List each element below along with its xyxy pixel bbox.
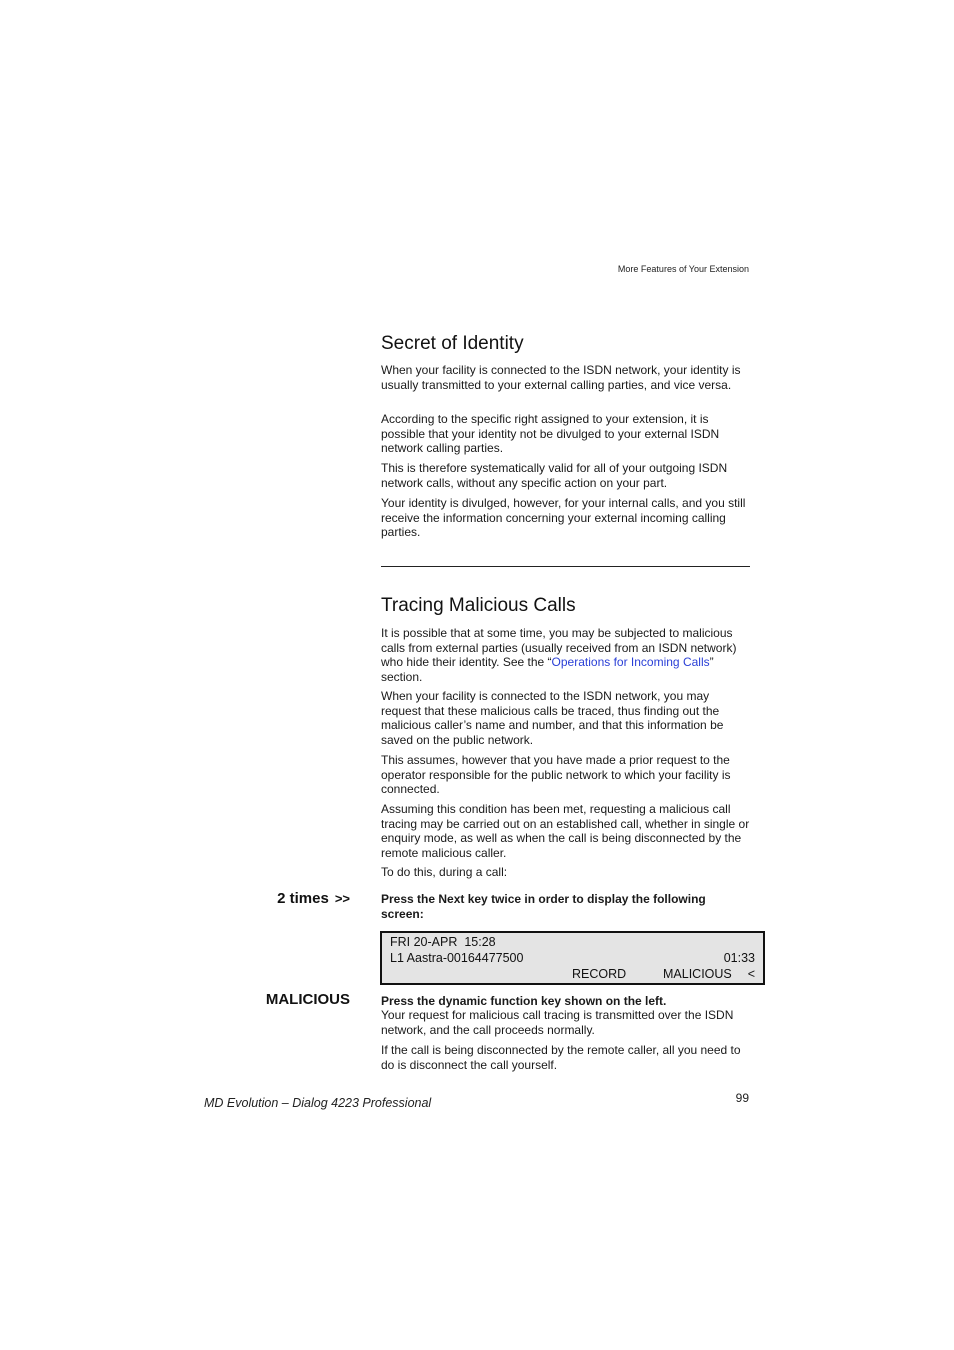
- paragraph: When your facility is connected to the ISDN network, your identity is usually transmitted to your external calling parties, and vice versa.: [381, 363, 741, 392]
- display-date-time: FRI 20-APR 15:28: [390, 935, 496, 949]
- paragraph: This is therefore systematically valid for all of your outgoing ISDN network calls, without any specific action on your part.: [381, 461, 728, 490]
- paragraph: This assumes, however that you have made a prior request to the operator responsible for the public network to which your facility is connected.: [381, 753, 731, 796]
- step2-detail: Your request for malicious call tracing is transmitted over the ISDN network, and the call proceeds normally.: [381, 1008, 734, 1037]
- step2-note: If the call is being disconnected by the remote caller, all you need to do is disconnect the call yourself.: [381, 1043, 741, 1072]
- section-divider: [381, 566, 750, 567]
- next-key-icon: >>: [334, 891, 350, 906]
- softkey-pointer-icon: <: [747, 967, 755, 981]
- paragraph: Assuming this condition has been met, requesting a malicious call tracing may be carried out on an established call, whether in single or enquiry mode, as well as when the call is being disconnected by the remote malicious caller.: [381, 802, 750, 860]
- intro-paragraph: [381, 626, 751, 684]
- softkey-malicious[interactable]: MALICIOUS: [663, 967, 732, 981]
- footer-document-title: MD Evolution – Dialog 4223 Professional: [204, 1096, 432, 1110]
- link-operations-for-incoming-calls[interactable]: Operations for Incoming Calls: [551, 655, 710, 669]
- paragraph: When your facility is connected to the ISDN network, you may request that these malicious calls be traced, thus finding out the malicious caller’s name and number, and that this information be saved on the public network.: [381, 689, 724, 747]
- step1-instruction: Press the Next key twice in order to display the following screen:: [381, 892, 706, 921]
- intro-text-before: It is possible that at some time, you may be subjected to malicious calls from external parties (usually received from an ISDN network) who hide their identity. See the “: [381, 626, 737, 669]
- page-number: 99: [735, 1091, 749, 1105]
- display-line-info: L1 Aastra-00164477500: [390, 951, 524, 965]
- step-label-text: 2 times: [277, 890, 329, 907]
- running-header: More Features of Your Extension: [617, 264, 749, 274]
- section-title-tracing-malicious-calls: Tracing Malicious Calls: [381, 595, 576, 616]
- paragraph: Your identity is divulged, however, for your internal calls, and you still receive the information concerning your external incoming calling parties.: [381, 496, 746, 539]
- step-label-malicious: MALICIOUS: [265, 991, 350, 1008]
- step-label-2-times: [277, 890, 350, 907]
- intro-text-after: ” section.: [381, 655, 714, 684]
- paragraph: To do this, during a call:: [381, 865, 508, 879]
- section-title-secret-of-identity: Secret of Identity: [381, 333, 524, 354]
- paragraph: According to the specific right assigned to your extension, it is possible that your identity not be divulged to your external ISDN network calling parties.: [381, 412, 720, 455]
- softkey-record[interactable]: RECORD: [572, 967, 627, 981]
- step2-instruction: Press the dynamic function key shown on the left.: [381, 994, 667, 1008]
- display-call-duration: 01:33: [723, 951, 755, 965]
- phone-display-screen: [380, 931, 765, 985]
